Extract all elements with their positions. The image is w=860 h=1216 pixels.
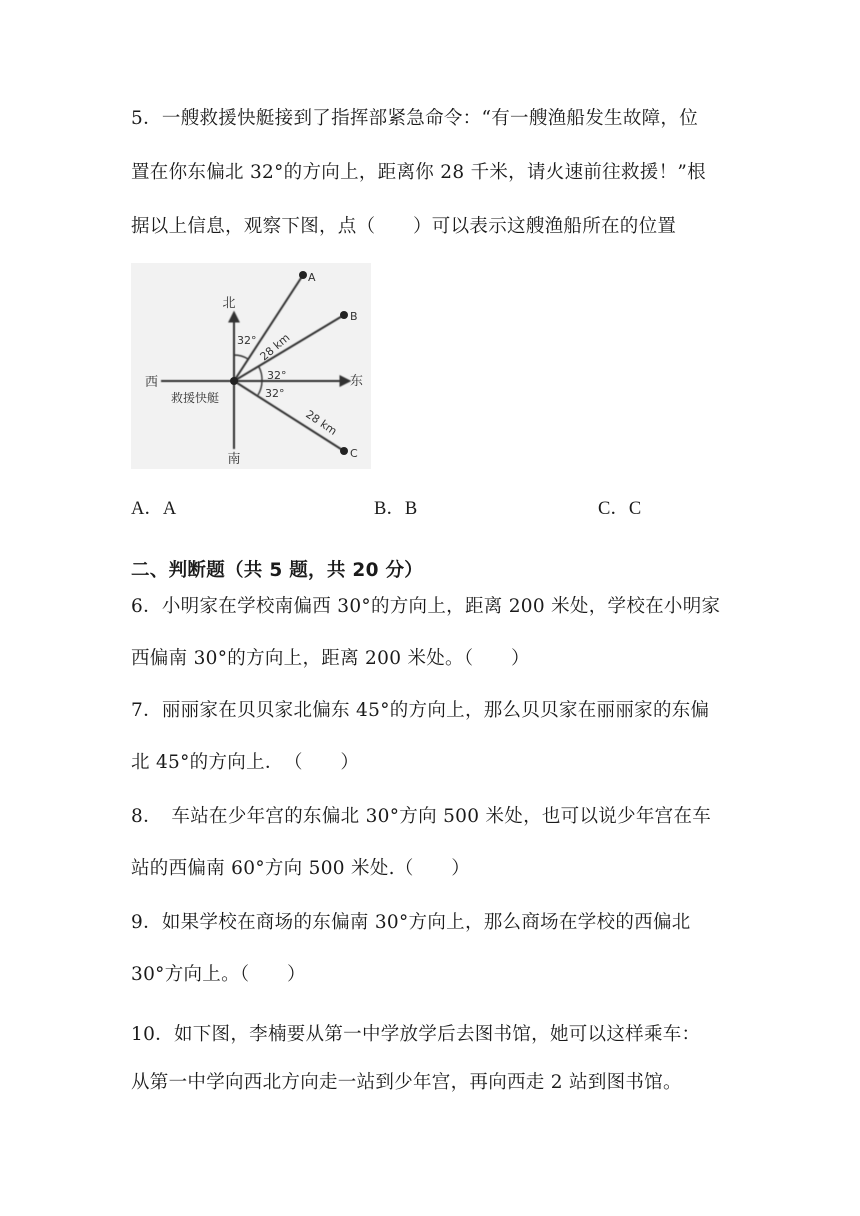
option-c: C．C — [598, 499, 642, 519]
point-b-label: B — [350, 310, 358, 323]
angle-east-up-label: 32° — [267, 369, 287, 382]
point-c-label: C — [350, 447, 358, 460]
option-b: B．B — [374, 499, 418, 519]
q6-line-1: 6．小明家在学校南偏西 30°的方向上，距离 200 米处，学校在小明家 — [131, 596, 721, 617]
direction-figure — [131, 263, 371, 469]
q9-line-2: 30°方向上。（ ） — [131, 964, 306, 985]
q6-line-2: 西偏南 30°的方向上，距离 200 米处。（ ） — [131, 648, 530, 669]
distance-label-ab: 28 km — [257, 331, 293, 364]
point-c-dot — [340, 447, 348, 455]
q8-line-2: 站的西偏南 60°方向 500 米处.（ ） — [131, 858, 471, 879]
q8-line-1: 8． 车站在少年宫的东偏北 30°方向 500 米处，也可以说少年宫在车 — [131, 806, 712, 827]
figure-background — [131, 263, 371, 469]
section-heading: 二、判断题（共 5 题，共 20 分） — [131, 560, 424, 581]
option-a: A．A — [131, 499, 177, 519]
point-a-dot — [299, 271, 307, 279]
west-label: 西 — [145, 375, 159, 390]
direction-diagram — [131, 263, 371, 469]
origin-label: 救援快艇 — [171, 391, 220, 405]
north-label: 北 — [222, 296, 236, 311]
east-label: 东 — [349, 374, 363, 389]
angle-north-label: 32° — [237, 334, 257, 347]
south-label: 南 — [227, 452, 241, 467]
point-b-dot — [340, 311, 348, 319]
point-a-label: A — [308, 271, 316, 284]
q10-line-2: 从第一中学向西北方向走一站到少年宫，再向西走 2 站到图书馆。 — [131, 1072, 682, 1093]
q5-line-2: 置在你东偏北 32°的方向上，距离你 28 千米，请火速前往救援！”根 — [131, 162, 706, 183]
distance-label-c: 28 km — [303, 407, 340, 438]
q5-line-3: 据以上信息，观察下图，点（ ）可以表示这艘渔船所在的位置 — [131, 216, 677, 237]
q7-line-2: 北 45°的方向上． （ ） — [131, 752, 360, 773]
q5-line-1: 5．一艘救援快艇接到了指挥部紧急命令：“有一艘渔船发生故障，位 — [131, 108, 699, 129]
q10-line-1: 10．如下图，李楠要从第一中学放学后去图书馆，她可以这样乘车： — [131, 1024, 701, 1045]
q9-line-1: 9．如果学校在商场的东偏南 30°方向上，那么商场在学校的西偏北 — [131, 912, 691, 933]
angle-east-down-label: 32° — [265, 387, 285, 400]
q7-line-1: 7．丽丽家在贝贝家北偏东 45°的方向上，那么贝贝家在丽丽家的东偏 — [131, 700, 710, 721]
origin-point — [230, 377, 238, 385]
